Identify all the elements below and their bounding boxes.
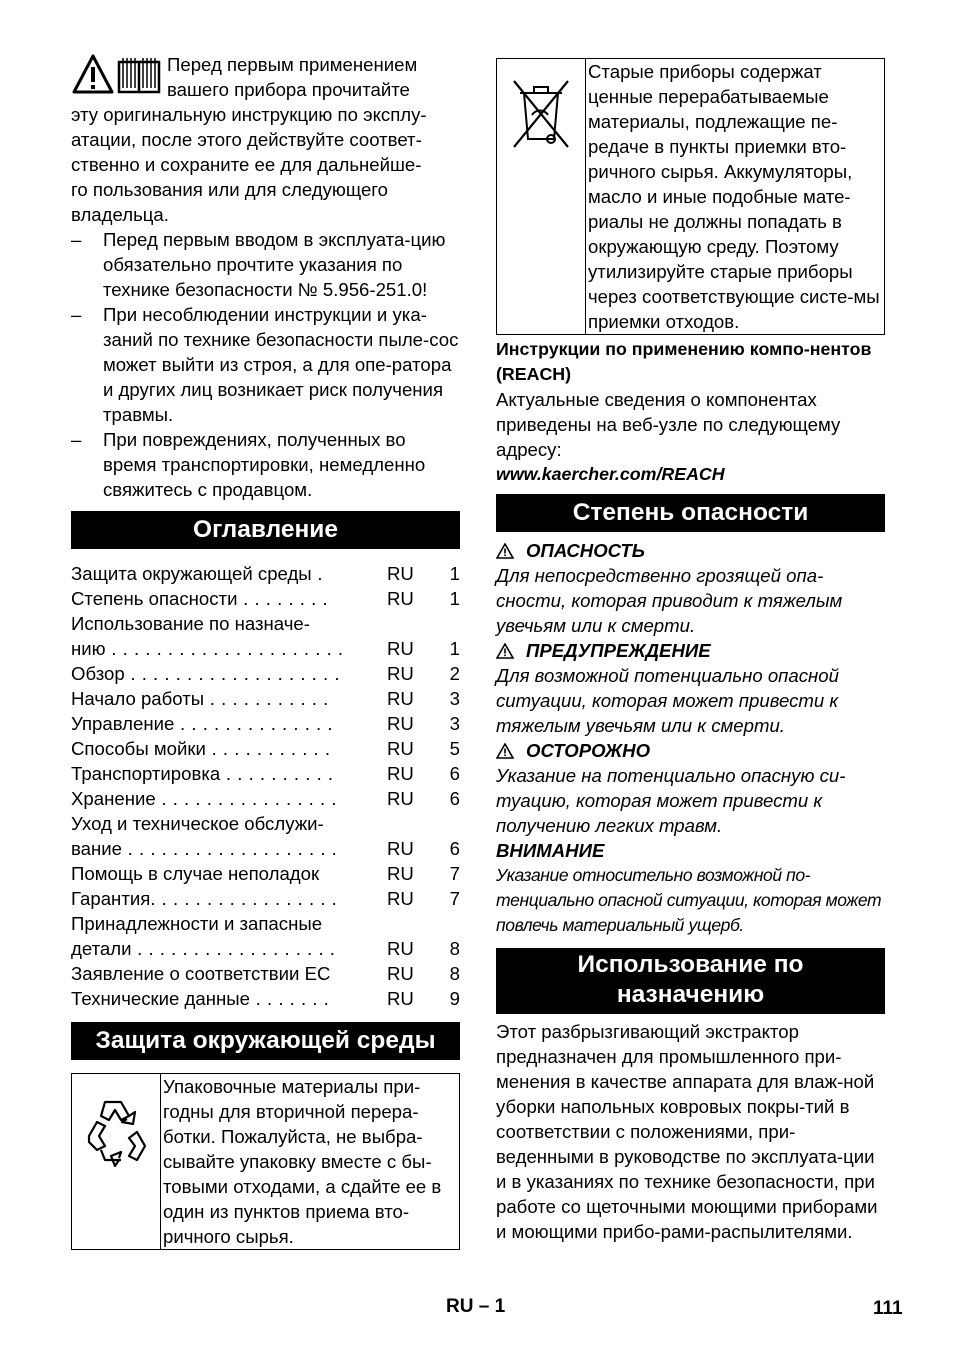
toc-entry bbox=[71, 886, 460, 911]
right-column bbox=[496, 58, 885, 1244]
toc-entry bbox=[71, 936, 460, 961]
toc-entry-page: 8 bbox=[449, 963, 460, 984]
toc-entry-language: RU bbox=[387, 863, 414, 884]
intro-line-6: го пользования или для следующего bbox=[71, 179, 389, 200]
toc-entry-language: RU bbox=[387, 963, 414, 984]
toc-entry-language: RU bbox=[387, 788, 414, 809]
packaging-recycle-box bbox=[71, 1073, 460, 1250]
toc-entry-language: RU bbox=[387, 938, 414, 959]
toc-entry-page: 8 bbox=[449, 938, 460, 959]
toc-entry-title-wrap bbox=[71, 861, 373, 886]
toc-dot-leader: . . . . . . . bbox=[249, 988, 330, 1009]
danger-label: ОПАСНОСТЬ bbox=[526, 540, 645, 561]
warning-triangle-icon bbox=[496, 743, 514, 759]
page-number: 111 bbox=[873, 1298, 903, 1319]
toc-entry bbox=[71, 561, 460, 586]
environment-heading: Защита окружающей среды bbox=[71, 1022, 460, 1060]
toc-entry bbox=[71, 661, 460, 686]
toc-entry-title-wrap bbox=[71, 586, 373, 611]
toc-entry-page: 9 bbox=[449, 988, 460, 1009]
toc-dot-leader: . . . . . . . . . . . . . . . . bbox=[155, 788, 338, 809]
reach-heading: Инструкции по применению компо-нентов (REACH) bbox=[496, 339, 872, 384]
toc-entry-page: 6 bbox=[449, 763, 460, 784]
warning-triangle-icon bbox=[71, 52, 163, 96]
intro-bullet-list bbox=[71, 227, 460, 502]
toc-entry-title-wrap bbox=[71, 786, 373, 811]
toc-entry bbox=[71, 836, 460, 861]
toc-entry bbox=[71, 861, 460, 886]
toc-entry-title-wrap bbox=[71, 561, 373, 586]
toc-dot-leader: . . . . . . . . . . . bbox=[205, 738, 331, 759]
toc-entry-title: Способы мойки bbox=[71, 738, 206, 759]
toc-dot-leader: . . . . . . . . . . . . . . bbox=[174, 713, 334, 734]
toc-entry-page: 1 bbox=[449, 563, 460, 584]
bullet-text: При повреждениях, полученных во время транспортировки, немедленно свяжитесь с продавцом. bbox=[103, 429, 426, 500]
hazard-heading: Степень опасности bbox=[496, 494, 885, 532]
old-devices-text: Старые приборы содержат ценные перерабатываемые материалы, подлежащие пе-редаче в пункты приемки вто-ричного сырья. Аккумуляторы, масло и иные подобные мате-риалы не должны попадать в окружающую среду. Поэтому утилизируйте старые приборы через соответствующие систе-мы приемки отходов. bbox=[588, 61, 880, 332]
intro-line-5: ственно и сохраните ее для дальнейше- bbox=[71, 154, 422, 175]
notice-label-row bbox=[496, 838, 885, 863]
toc-entry-language: RU bbox=[387, 763, 414, 784]
intro-icons bbox=[71, 52, 163, 100]
bullet-dash: – bbox=[71, 304, 82, 325]
toc-entry-title-wrap bbox=[71, 661, 373, 686]
toc-entry-title-line: Использование по назначе- bbox=[71, 613, 310, 634]
toc-entry-title-wrap bbox=[71, 636, 373, 661]
toc-entry-page: 6 bbox=[449, 838, 460, 859]
list-item bbox=[71, 427, 460, 502]
toc-entry-title-wrap bbox=[71, 886, 373, 911]
toc-entry-page: 2 bbox=[449, 663, 460, 684]
warning-label-row bbox=[496, 638, 885, 663]
toc-entry-title: Помощь в случае неполадок bbox=[71, 863, 320, 884]
notice-text: Указание относительно возможной по-тенциально опасной ситуации, которая может повлечь материальный ущерб. bbox=[496, 865, 882, 935]
usage-heading bbox=[496, 948, 885, 1014]
left-column bbox=[71, 52, 460, 1250]
notice-label: ВНИМАНИЕ bbox=[496, 840, 605, 861]
toc-entry-title: Начало работы bbox=[71, 688, 205, 709]
toc-entry-title: Заявление о соответствии ЕС bbox=[71, 963, 331, 984]
reach-url: www.kaercher.com/REACH bbox=[496, 464, 725, 484]
toc-dot-leader: . bbox=[311, 563, 324, 584]
toc-dot-leader: . . . . . . . . . . . . . . . . . . . bbox=[124, 663, 341, 684]
toc-entry-language: RU bbox=[387, 838, 414, 859]
toc-dot-leader: . . . . . . . . bbox=[237, 588, 329, 609]
toc-entry-title: Гарантия bbox=[71, 888, 151, 909]
danger-text: Для непосредственно грозящей опа-сности, которая приводит к тяжелым увечьям или к смерти. bbox=[496, 565, 843, 636]
toc-entry bbox=[71, 986, 460, 1011]
list-item bbox=[71, 227, 460, 302]
toc-entry-page: 1 bbox=[449, 588, 460, 609]
recycle-icon bbox=[75, 1092, 157, 1174]
toc-entry bbox=[71, 636, 460, 661]
toc-entry-language: RU bbox=[387, 713, 414, 734]
toc-entry-title: Управление bbox=[71, 713, 175, 734]
caution-text: Указание на потенциально опасную си-туацию, которая может привести к получению легких травм. bbox=[496, 765, 846, 836]
bullet-text: При несоблюдении инструкции и ука-заний по технике безопасности пыле-сос может выйти из строя, а для опе-ратора и других лиц возникает риск получения травмы. bbox=[103, 304, 459, 425]
toc-entry-title: Защита окружающей среды bbox=[71, 563, 312, 584]
toc-entry-title-wrap bbox=[71, 686, 373, 711]
toc-dot-leader: . . . . . . . . . . bbox=[220, 763, 334, 784]
toc-entry-title: Технические данные bbox=[71, 988, 250, 1009]
warning-label: ПРЕДУПРЕЖДЕНИЕ bbox=[526, 640, 711, 661]
toc-entry bbox=[71, 586, 460, 611]
list-item bbox=[71, 302, 460, 427]
toc-dot-leader: . . . . . . . . . . . . . . . . . . . bbox=[122, 838, 338, 859]
toc-dot-leader: . . . . . . . . . . . bbox=[204, 688, 329, 709]
warning-triangle-icon bbox=[496, 543, 514, 559]
bullet-dash: – bbox=[71, 429, 82, 450]
open-book-icon bbox=[119, 58, 159, 92]
intro-block bbox=[71, 52, 460, 227]
toc-entry-language: RU bbox=[387, 663, 414, 684]
reach-text: Актуальные сведения о компонентах приведены на веб-узле по следующему адресу: bbox=[496, 389, 841, 460]
toc-entry-title-wrap bbox=[71, 711, 373, 736]
toc-entry-title: Степень опасности bbox=[71, 588, 238, 609]
toc-heading: Оглавление bbox=[71, 511, 460, 549]
intro-line-4: атации, после этого действуйте соответ- bbox=[71, 129, 422, 150]
toc-entry-title-line: Принадлежности и запасные bbox=[71, 913, 323, 934]
toc-dot-leader: . . . . . . . . . . . . . . . . . . . . . bbox=[105, 638, 344, 659]
crossed-out-bin-icon bbox=[506, 73, 576, 153]
toc-entry-language: RU bbox=[387, 638, 414, 659]
toc-entry-page: 7 bbox=[449, 863, 460, 884]
toc-entry bbox=[71, 736, 460, 761]
danger-label-row bbox=[496, 538, 885, 563]
toc-entry-title: Обзор bbox=[71, 663, 125, 684]
toc-dot-leader: . . . . . . . . . . . . . . . . . bbox=[150, 888, 338, 909]
recycle-icon-cell bbox=[72, 1074, 161, 1250]
toc-entry-title-wrap bbox=[71, 736, 373, 761]
toc-entry-title: вание bbox=[71, 838, 123, 859]
toc-entry-title: Хранение bbox=[71, 788, 156, 809]
usage-text: Этот разбрызгивающий экстрактор предназначен для промышленного при-менения в качестве аппарата для влаж-ной уборки напольных ковровых покры-тий в соответствии с положениями, при-веденными в руководстве по эксплуата-ции и в указаниях по технике безопасности, при работе со щеточными моющими приборами и моющими прибо-рами-распылителями. bbox=[496, 1021, 878, 1242]
weee-icon-cell bbox=[497, 59, 586, 335]
toc-entry-language: RU bbox=[387, 588, 414, 609]
toc-entry-language: RU bbox=[387, 988, 414, 1009]
warning-text: Для возможной потенциально опасной ситуации, которая может привести к тяжелым увечьям или к смерти. bbox=[496, 665, 839, 736]
hazard-levels bbox=[496, 538, 885, 938]
old-devices-box bbox=[496, 58, 885, 335]
packaging-text-cell bbox=[161, 1074, 460, 1250]
caution-label: ОСТОРОЖНО bbox=[526, 740, 651, 761]
toc-entry-title-line: Уход и техническое обслужи- bbox=[71, 813, 324, 834]
toc-entry-page: 5 bbox=[449, 738, 460, 759]
section-page-label: RU – 1 bbox=[446, 1296, 506, 1317]
old-devices-text-cell bbox=[586, 59, 885, 335]
toc-entry-page: 3 bbox=[449, 713, 460, 734]
packaging-text: Упаковочные материалы при-годны для вторичной перера-ботки. Пожалуйста, не выбра-сывайте упаковку вместе с бы-товыми отходами, а сдайте ее в один из пунктов приема вто-ричного сырья. bbox=[163, 1076, 442, 1247]
toc-entry bbox=[71, 961, 460, 986]
usage-heading-line-2: назначению bbox=[616, 981, 765, 1008]
toc-entry-language: RU bbox=[387, 888, 414, 909]
toc-entry bbox=[71, 711, 460, 736]
toc-entry bbox=[71, 686, 460, 711]
bullet-text: Перед первым вводом в эксплуата-цию обязательно прочтите указания по технике безопасности № 5.956-251.0! bbox=[103, 229, 446, 300]
intro-line-2: вашего прибора прочитайте bbox=[167, 79, 410, 100]
toc-entry-title: Транспортировка bbox=[71, 763, 221, 784]
table-of-contents bbox=[71, 561, 460, 1011]
intro-line-7: владельца. bbox=[71, 204, 169, 225]
toc-entry-title: детали bbox=[71, 938, 132, 959]
toc-entry-title-wrap bbox=[71, 961, 373, 986]
bullet-dash: – bbox=[71, 229, 82, 250]
caution-label-row bbox=[496, 738, 885, 763]
toc-dot-leader: . . . . . . . . . . . . . . . . . . bbox=[131, 938, 336, 959]
toc-entry-page: 3 bbox=[449, 688, 460, 709]
toc-entry-language: RU bbox=[387, 563, 414, 584]
usage-heading-line-1: Использование по bbox=[577, 951, 804, 978]
warning-triangle-icon bbox=[496, 643, 514, 659]
toc-entry-language: RU bbox=[387, 688, 414, 709]
toc-entry-title-wrap bbox=[71, 761, 373, 786]
toc-entry-page: 7 bbox=[449, 888, 460, 909]
toc-entry-page: 1 bbox=[449, 638, 460, 659]
toc-entry-title: нию bbox=[71, 638, 106, 659]
toc-entry bbox=[71, 786, 460, 811]
toc-entry-title-wrap bbox=[71, 836, 373, 861]
intro-line-1: Перед первым применением bbox=[167, 54, 418, 75]
toc-entry-title-wrap bbox=[71, 936, 373, 961]
toc-entry-title-wrap bbox=[71, 986, 373, 1011]
toc-entry-language: RU bbox=[387, 738, 414, 759]
intro-line-3: эту оригинальную инструкцию по эксплу- bbox=[71, 104, 427, 125]
toc-entry-page: 6 bbox=[449, 788, 460, 809]
toc-entry bbox=[71, 761, 460, 786]
